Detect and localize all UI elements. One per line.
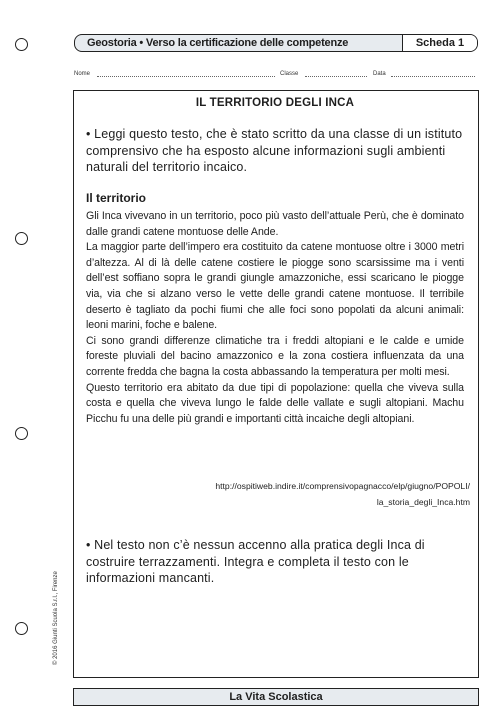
source-url-line-1: http://ospitiweb.indire.it/comprensivopagnacco/elp/giugno/POPOLI/ [215, 481, 470, 491]
footer-bar [73, 688, 479, 706]
nome-field[interactable] [97, 76, 275, 77]
source-url-line-2: la_storia_degli_Inca.htm [376, 497, 470, 507]
task-instruction: • Nel testo non c’è nessun accenno alla pratica degli Inca di costruire terrazzamenti. Integra e completa il testo con le informazioni mancanti. [86, 538, 425, 585]
data-label: Data [373, 71, 386, 77]
header-title: Geostoria • Verso la certificazione delle competenze [87, 37, 349, 49]
paragraph: Ci sono grandi differenze climatiche tra i freddi altopiani e le calde e umide foreste pluviali del bacino amazzonico e la zona costiera influenzata da una corrente fredda che bagna la costa abbassando la temperatura per molti mesi. [86, 334, 464, 378]
footer-title: La Vita Scolastica [229, 691, 323, 703]
nome-label: Nome [74, 71, 91, 77]
binder-hole-4 [15, 622, 28, 635]
binder-hole-2 [15, 232, 28, 245]
header-bar [74, 34, 478, 52]
classe-label: Classe [280, 71, 299, 77]
copyright-notice: © 2016 Giunti Scuola S.r.l., Firenze [53, 571, 59, 665]
classe-field[interactable] [305, 76, 367, 77]
scheda-box [402, 35, 477, 51]
binder-hole-1 [15, 38, 28, 51]
section-title: Il territorio [86, 191, 147, 205]
paragraph: Gli Inca vivevano in un territorio, poco più vasto dell’attuale Perù, che è dominato dalle grandi catene montuose delle Ande. [86, 210, 464, 238]
source-citation [215, 478, 470, 510]
scheda-label: Scheda 1 [415, 37, 465, 49]
document-title: IL TERRITORIO DEGLI INCA [195, 97, 355, 109]
article-body [86, 209, 464, 427]
data-field[interactable] [391, 76, 475, 77]
binder-hole-3 [15, 427, 28, 440]
paragraph: La maggior parte dell’impero era costituito da catene montuose oltre i 3000 metri d’altezza. Al di là delle catene costiere le piogge sono scarsissime ma i venti dell’est soffiano sopra le grandi giungle amazzoniche, essi scaricano le piogge via, via che si alzano verso le vette delle grandi catene montuose. Il terribile deserto è tagliato da pochi fiumi che alle foci sono popolati da alcuni animali: leoni marini, foche e balene. [86, 241, 464, 332]
intro-instruction: • Leggi questo testo, che è stato scritto da una classe di un istituto comprensivo che ha esposto alcune informazioni sugli ambienti naturali del territorio incaico. [86, 127, 463, 174]
paragraph: Questo territorio era abitato da due tipi di popolazione: quella che viveva sulla costa e quella che viveva lungo le falde delle vallate e sugli altopiani. Machu Picchu fu una delle più grandi e importanti città incaiche degli altopiani. [86, 381, 464, 425]
